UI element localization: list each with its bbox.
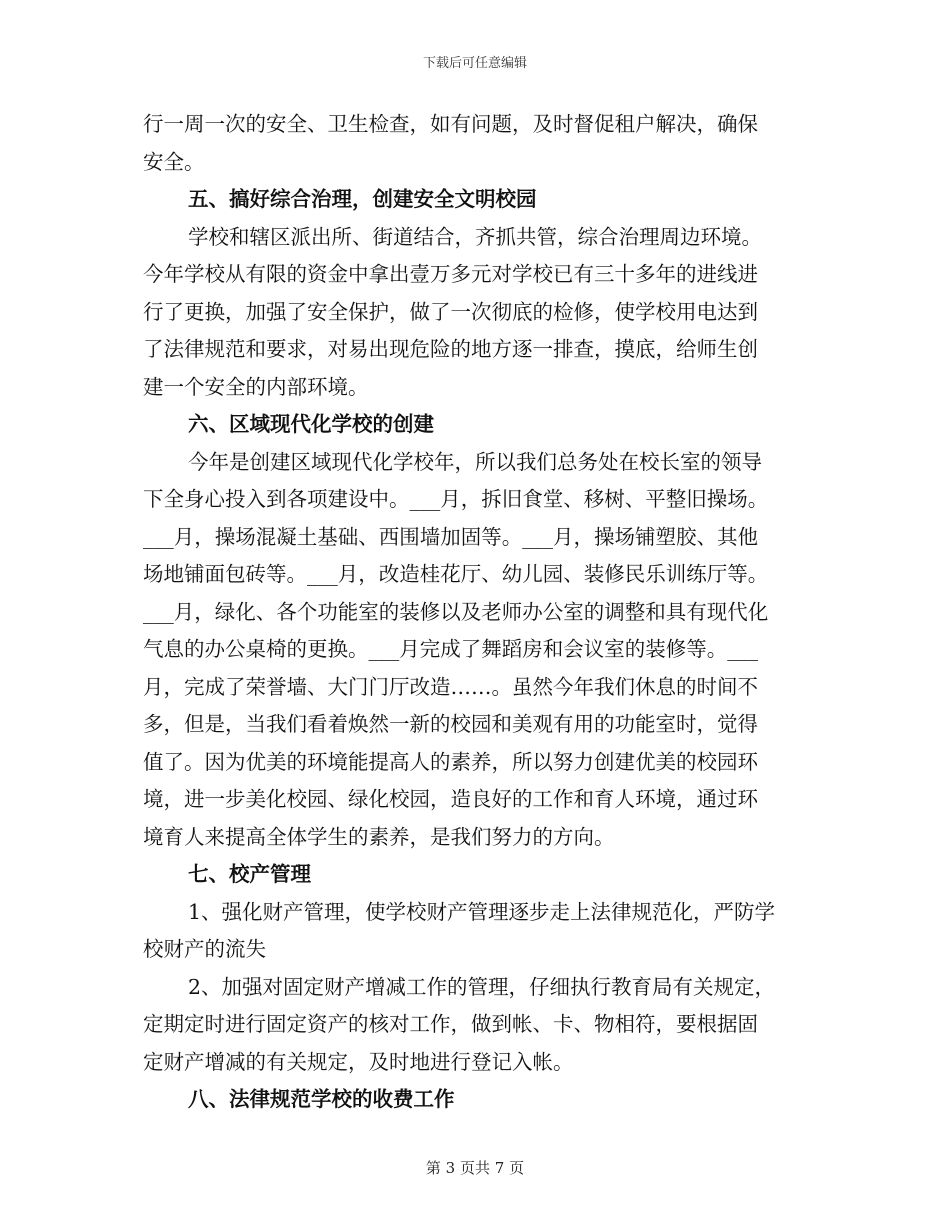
paragraph-line: 月，完成了荣誉墙、大门门厅改造……。虽然今年我们休息的时间不 <box>143 674 758 699</box>
section-heading-8: 八、法律规范学校的收费工作 <box>188 1087 455 1111</box>
paragraph-line: 定财产增减的有关规定，及时地进行登记入帐。 <box>143 1049 574 1074</box>
paragraph-line: 今年学校从有限的资金中拿出壹万多元对学校已有三十多年的进线进 <box>143 262 758 286</box>
paragraph-line: 值了。因为优美的环境能提高人的素养，所以努力创建优美的校园环 <box>143 749 758 774</box>
paragraph-line: 1、强化财产管理，使学校财产管理逐步走上法律规范化，严防学 <box>188 899 776 924</box>
section-heading-7: 七、校产管理 <box>188 862 311 886</box>
page-footer: 第 3 页共 7 页 <box>425 1159 525 1177</box>
paragraph-line: 2、加强对固定财产增减工作的管理，仔细执行教育局有关规定， <box>188 974 776 999</box>
paragraph-line: 场地铺面包砖等。___月，改造桂花厅、幼儿园、装修民乐训练厅等。 <box>143 562 769 586</box>
paragraph-line: 了法律规范和要求，对易出现危险的地方逐一排查，摸底，给师生创 <box>143 337 758 361</box>
paragraph-line: ___月，操场混凝土基础、西围墙加固等。___月，操场铺塑胶、其他 <box>143 524 758 549</box>
document-body <box>143 106 803 1119</box>
paragraph-line: 行一周一次的安全、卫生检查，如有问题，及时督促租户解决，确保 <box>143 112 758 136</box>
paragraph-line: 建一个安全的内部环境。 <box>143 374 369 399</box>
paragraph-line: 境育人来提高全体学生的素养，是我们努力的方向。 <box>143 824 615 849</box>
paragraph-line: 安全。 <box>143 149 205 174</box>
paragraph-line: 学校和辖区派出所、街道结合，齐抓共管，综合治理周边环境。 <box>188 224 762 249</box>
page-header: 下载后可任意编辑 <box>422 56 527 71</box>
paragraph-line: 下全身心投入到各项建设中。___月，拆旧食堂、移树、平整旧操场。 <box>143 487 769 511</box>
paragraph-line: ___月，绿化、各个功能室的装修以及老师办公室的调整和具有现代化 <box>143 599 769 624</box>
paragraph-line: 行了更换，加强了安全保护，做了一次彻底的检修，使学校用电达到 <box>143 299 758 324</box>
paragraph-line: 多，但是，当我们看着焕然一新的校园和美观有用的功能室时，觉得 <box>143 712 758 736</box>
paragraph-line: 定期定时进行固定资产的核对工作，做到帐、卡、物相符，要根据固 <box>143 1012 758 1036</box>
section-heading-5: 五、搞好综合治理，创建安全文明校园 <box>188 187 537 211</box>
section-heading-6: 六、区域现代化学校的创建 <box>188 412 434 436</box>
paragraph-line: 校财产的流失 <box>143 937 266 961</box>
paragraph-line: 气息的办公桌椅的更换。___月完成了舞蹈房和会议室的装修等。___ <box>143 637 758 661</box>
paragraph-line: 今年是创建区域现代化学校年，所以我们总务处在校长室的领导 <box>188 449 762 474</box>
paragraph-line: 境，进一步美化校园、绿化校园，造良好的工作和育人环境，通过环 <box>143 787 758 811</box>
